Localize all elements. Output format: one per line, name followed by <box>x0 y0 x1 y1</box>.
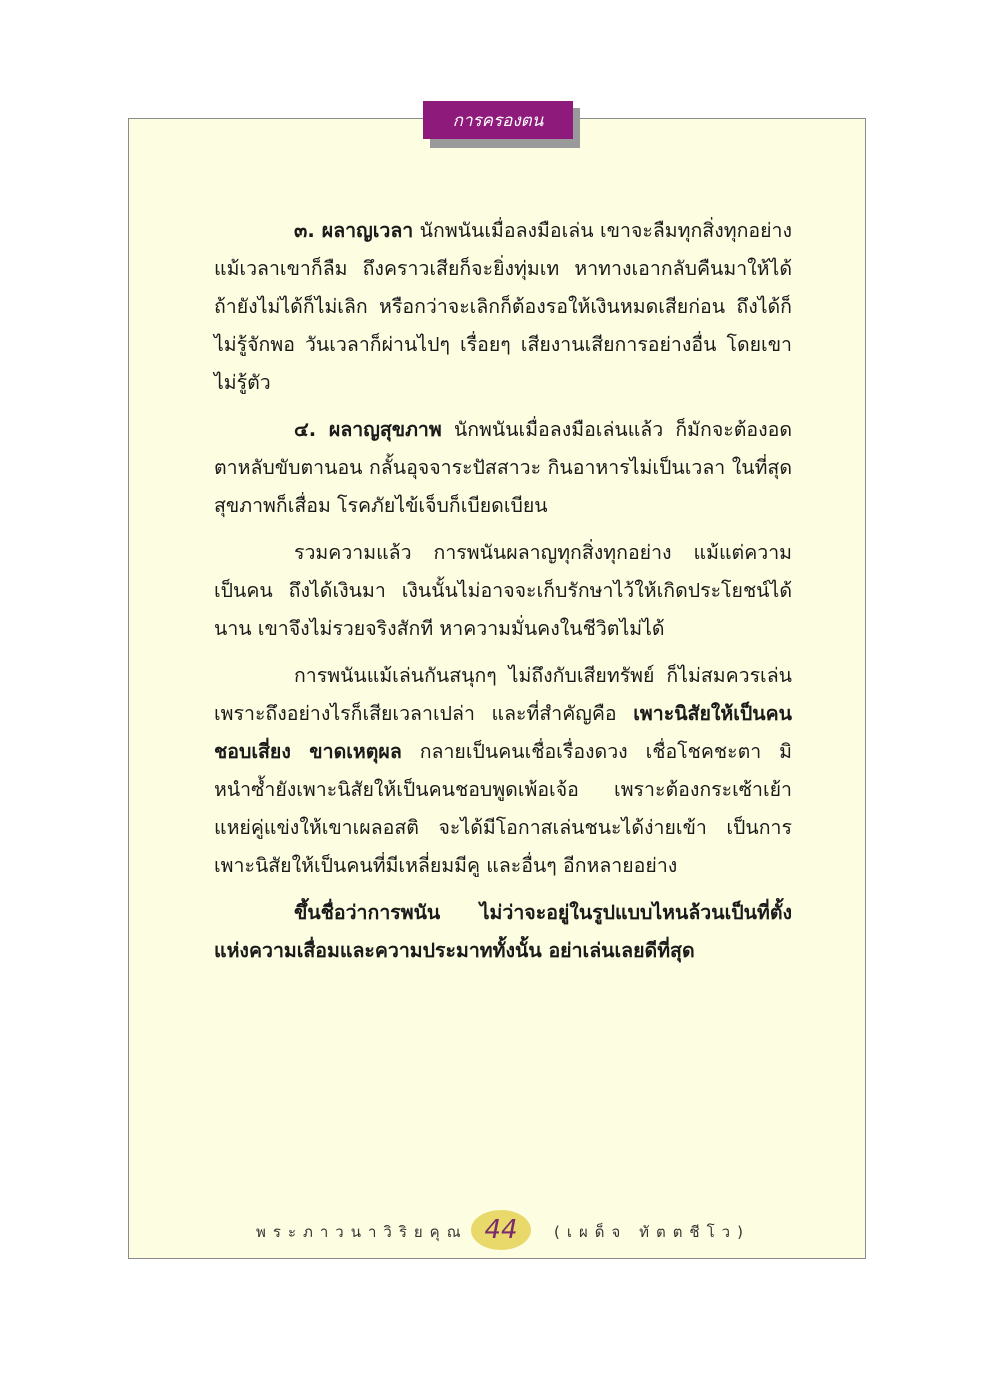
paragraph-4-text-a: การพนันแม้เล่นกันสนุกๆ ไม่ถึงกับเสียทรัพย์ ก็ไม่สมควรเล่น เพราะถึงอย่างไรก็เสียเวลาเปล่า และที่สำคัญคือ <box>214 664 792 725</box>
paragraph-1 <box>214 212 792 402</box>
heading-waste-time: ๓. ผลาญเวลา <box>294 219 414 242</box>
paragraph-4-text-b: กลายเป็นคนเชื่อเรื่องดวง เชื่อโชคชะตา มิหนำซ้ำยังเพาะนิสัยให้เป็นคนชอบพูดเพ้อเจ้อ เพราะต้องกระเซ้าเย้าแหย่คู่แข่งให้เขาเผลอสติ จะได้มีโอกาสเล่นชนะได้ง่ายเข้า เป็นการเพาะนิสัยให้เป็นคนที่มีเหลี่ยมมีคู และอื่นๆ อีกหลายอย่าง <box>214 740 792 877</box>
chapter-header-tab <box>423 101 573 139</box>
paragraph-2-text: นักพนันเมื่อลงมือเล่นแล้ว ก็มักจะต้องอดตาหลับขับตานอน กลั้นอุจจาระปัสสาวะ กินอาหารไม่เป็นเวลา ในที่สุดสุขภาพก็เสื่อม โรคภัยไข้เจ็บก็เบียดเบียน <box>214 418 792 517</box>
paragraph-4-emphasis: เพาะนิสัยให้เป็นคนชอบเสี่ยง ขาดเหตุผล <box>214 702 792 763</box>
body-text <box>214 212 792 979</box>
page-footer <box>128 1208 866 1252</box>
page-number: 44 <box>484 1215 518 1245</box>
paragraph-5-conclusion: ขึ้นชื่อว่าการพนัน ไม่ว่าจะอยู่ในรูปแบบไหนล้วนเป็นที่ตั้งแห่งความเสื่อมและความประมาททั้งนั้น อย่าเล่นเลยดีที่สุด <box>214 901 792 962</box>
paragraph-3-text: รวมความแล้ว การพนันผลาญทุกสิ่งทุกอย่าง แม้แต่ความเป็นคน ถึงได้เงินมา เงินนั้นไม่อาจจะเก็บรักษาไว้ให้เกิดประโยชน์ได้นาน เขาจึงไม่รวยจริงสักที หาความมั่นคงในชีวิตไม่ได้ <box>214 541 792 640</box>
heading-waste-health: ๔. ผลาญสุขภาพ <box>294 418 442 441</box>
chapter-title: การครองตน <box>452 110 544 131</box>
paragraph-3 <box>214 534 792 648</box>
footer-book-title: พระภาวนาวิริยคุณ <box>256 1223 468 1241</box>
paragraph-2 <box>214 411 792 525</box>
paragraph-4 <box>214 657 792 885</box>
page-number-badge <box>471 1210 531 1250</box>
paragraph-1-text: นักพนันเมื่อลงมือเล่น เขาจะลืมทุกสิ่งทุกอย่าง แม้เวลาเขาก็ลืม ถึงคราวเสียก็จะยิ่งทุ่มเท หาทางเอากลับคืนมาให้ได้ ถ้ายังไม่ได้ก็ไม่เลิก หรือกว่าจะเลิกก็ต้องรอให้เงินหมดเสียก่อน ถึงได้ก็ไม่รู้จักพอ วันเวลาก็ผ่านไปๆ เรื่อยๆ เสียงานเสียการอย่างอื่น โดยเขาไม่รู้ตัว <box>214 219 792 394</box>
footer-author: (เผด็จ ทัตตชีโว) <box>554 1223 750 1241</box>
